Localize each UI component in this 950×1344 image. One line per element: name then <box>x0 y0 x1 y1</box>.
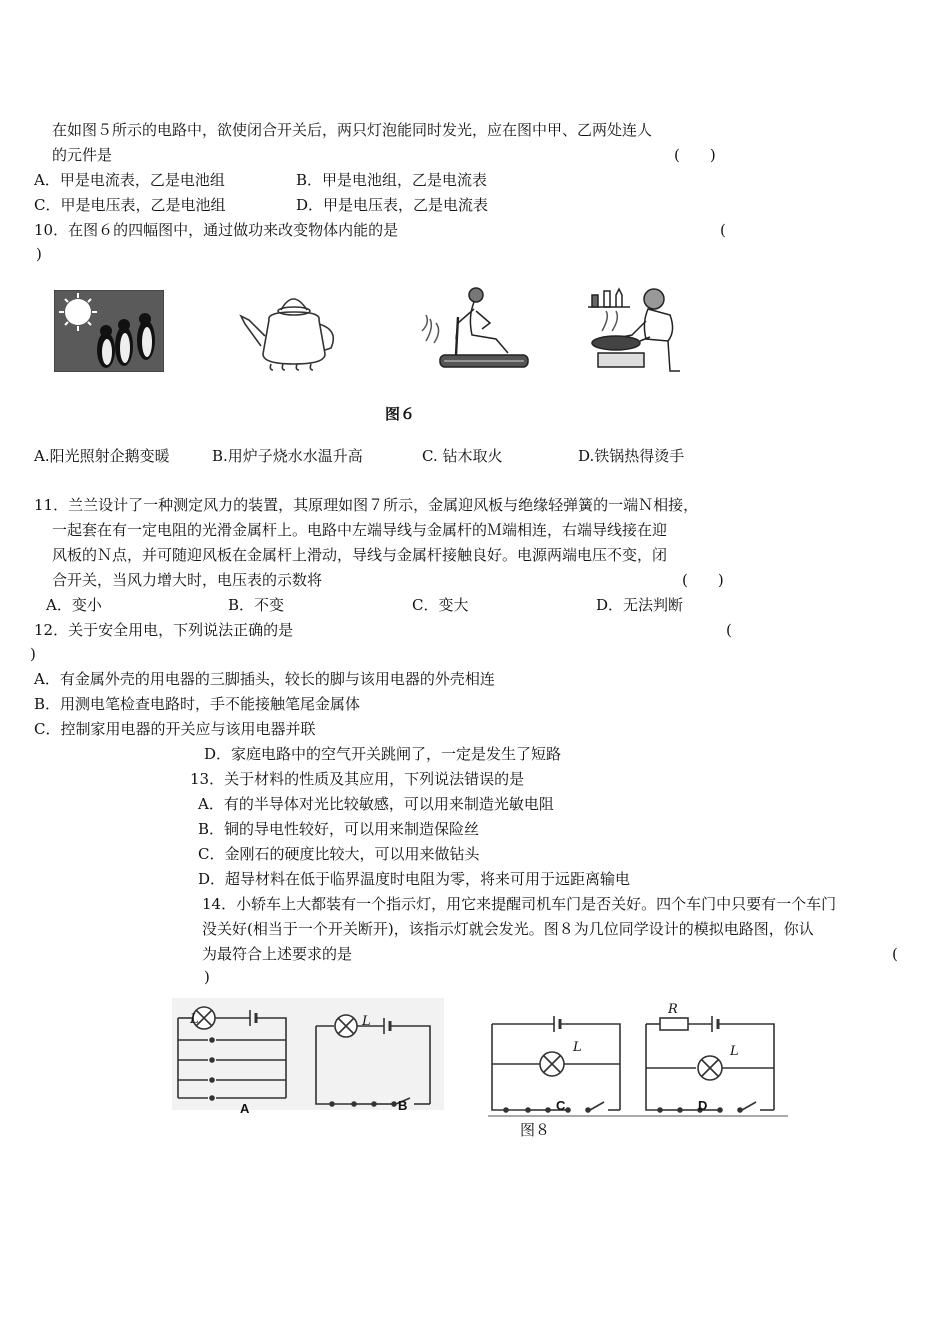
circuit-d-lamp-label: L <box>730 1044 739 1059</box>
q14-line1: 14．小轿车上大都装有一个指示灯，用它来提醒司机车门是否关好。四个车门中只要有一个车门 <box>202 895 837 913</box>
q12-stem: 12．关于安全用电，下列说法正确的是 <box>34 621 294 639</box>
q10-bracket-close: ) <box>36 245 42 263</box>
q11-line2: 一起套在有一定电阻的光滑金属杆上。电路中左端导线与金属杆的Ｍ端相连，右端导线接在迎 <box>52 521 668 539</box>
circuit-d <box>646 1016 774 1112</box>
q10-option-d: D.铁锅热得烫手 <box>578 447 685 465</box>
circuit-b-label: B <box>398 1098 408 1113</box>
figure-6-drilling-wood-image <box>416 283 536 375</box>
circuit-d-label: D <box>698 1098 708 1113</box>
q9-option-a: A．甲是电流表，乙是电池组 <box>34 171 225 189</box>
circuit-a-lamp-label: L <box>190 1012 199 1027</box>
q11-option-a: A．变小 <box>46 596 102 614</box>
q12-option-b: B．用测电笔检查电路时，手不能接触笔尾金属体 <box>34 695 361 713</box>
q13-stem: 13．关于材料的性质及其应用，下列说法错误的是 <box>190 770 525 788</box>
q11-option-d: D．无法判断 <box>596 596 684 614</box>
q10-stem: 10．在图６的四幅图中，通过做功来改变物体内能的是 <box>34 221 399 239</box>
q10-bracket-open: ( <box>720 221 726 239</box>
q14-bracket-close: ) <box>204 968 210 986</box>
q9-stem-line2: 的元件是 <box>52 146 113 164</box>
figure-6-kettle-image <box>235 284 355 374</box>
figure-8-circuits-a-b <box>172 998 444 1110</box>
q14-line3: 为最符合上述要求的是 <box>202 945 353 963</box>
figure-6-iron-pan-image <box>584 281 694 377</box>
q12-option-c: C．控制家用电器的开关应与该用电器并联 <box>34 720 316 738</box>
q9-option-d: D．甲是电压表，乙是电流表 <box>296 196 489 214</box>
q11-option-b: B．不变 <box>228 596 285 614</box>
circuit-b-lamp-label: L <box>362 1014 371 1029</box>
circuit-b <box>316 1015 430 1106</box>
q9-option-b: B．甲是电池组，乙是电流表 <box>296 171 488 189</box>
q9-stem-line1: 在如图５所示的电路中，欲使闭合开关后，两只灯泡能同时发光，应在图中甲、乙两处连人 <box>52 121 653 139</box>
figure-6-caption: 图６ <box>385 406 416 423</box>
q11-answer-bracket: ( ) <box>682 571 724 589</box>
q11-option-c: C．变大 <box>412 596 469 614</box>
q13-option-a: A．有的半导体对光比较敏感，可以用来制造光敏电阻 <box>198 795 554 813</box>
figure-6-penguins-image <box>54 290 164 372</box>
q12-bracket-close: ) <box>30 645 36 663</box>
circuit-c-lamp-label: L <box>573 1040 582 1055</box>
q10-option-b: B.用炉子烧水水温升高 <box>212 447 363 465</box>
q14-bracket-open: ( <box>892 945 898 963</box>
q12-bracket-open: ( <box>726 621 732 639</box>
q11-line4: 合开关，当风力增大时，电压表的示数将 <box>52 571 323 589</box>
circuit-a-label: A <box>240 1101 250 1116</box>
q9-option-c: C．甲是电压表，乙是电池组 <box>34 196 226 214</box>
q10-option-a: A.阳光照射企鹅变暖 <box>34 447 170 465</box>
q12-option-a: A．有金属外壳的用电器的三脚插头，较长的脚与该用电器的外壳相连 <box>34 670 495 688</box>
q14-line2: 没关好(相当于一个开关断开)，该指示灯就会发光。图８为几位同学设计的模拟电路图，你认 <box>202 920 814 938</box>
figure-8-caption: 图８ <box>520 1121 551 1139</box>
figure-8-circuits-c-d <box>488 998 788 1118</box>
q13-option-c: C．金刚石的硬度比较大，可以用来做钻头 <box>198 845 480 863</box>
circuit-c-label: C <box>556 1098 566 1113</box>
q13-option-b: B．铜的导电性较好，可以用来制造保险丝 <box>198 820 480 838</box>
q13-option-d: D．超导材料在低于临界温度时电阻为零，将来可用于远距离输电 <box>198 870 631 888</box>
q11-line1: 11．兰兰设计了一种测定风力的装置，其原理如图７所示，金属迎风板与绝缘轻弹簧的一端Ｎ相接， <box>34 496 699 514</box>
q11-line3: 风板的Ｎ点，并可随迎风板在金属杆上滑动，导线与金属杆接触良好。电源两端电压不变，闭 <box>52 546 668 564</box>
q12-option-d: D．家庭电路中的空气开关跳闸了，一定是发生了短路 <box>204 745 562 763</box>
q10-option-c: C. 钻木取火 <box>422 447 503 465</box>
q9-answer-bracket: ( ) <box>674 146 716 164</box>
circuit-d-resistor-label: R <box>668 1002 678 1017</box>
